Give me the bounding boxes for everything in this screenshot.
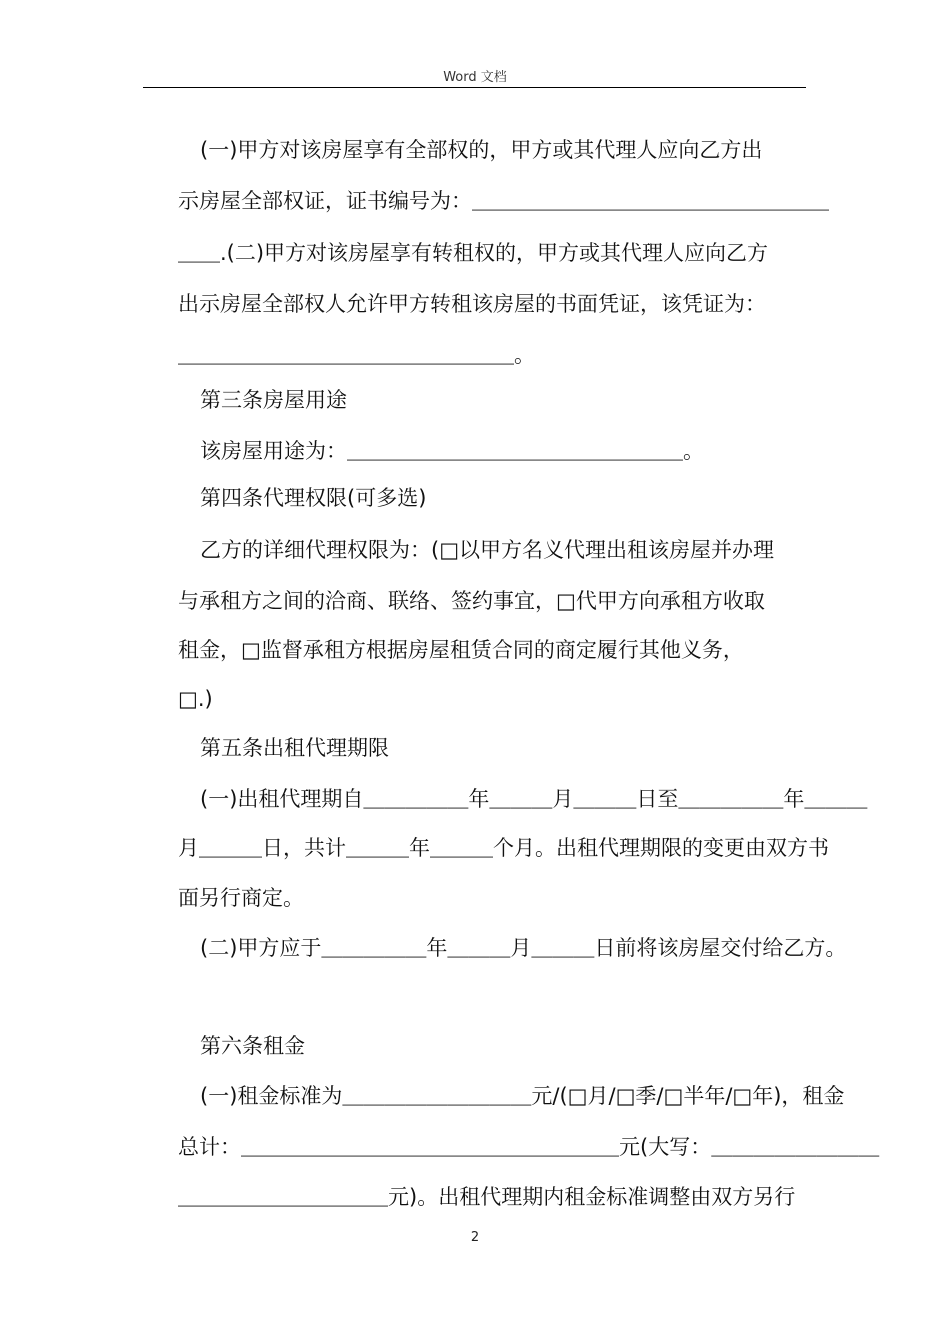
paragraph-line: 出示房屋全部权人允许甲方转租该房屋的书面凭证，该凭证为： (178, 292, 766, 316)
section-heading: 第六条租金 (200, 1034, 305, 1058)
paragraph-line: 租金，□监督承租方根据房屋租赁合同的商定履行其他义务， (178, 638, 744, 662)
paragraph-line: 月＿＿＿日，共计＿＿＿年＿＿＿个月。出租代理期限的变更由双方书 (178, 836, 829, 860)
paragraph-line: □.) (178, 687, 213, 711)
paragraph-line: (一)出租代理期自＿＿＿＿＿年＿＿＿月＿＿＿日至＿＿＿＿＿年＿＿＿ (200, 787, 868, 811)
header-divider (143, 87, 806, 88)
section-heading: 第五条出租代理期限 (200, 736, 389, 760)
paragraph-line: ＿＿＿＿＿＿＿＿＿＿元)。出租代理期内租金标准调整由双方另行 (178, 1185, 796, 1209)
paragraph-line: 面另行商定。 (178, 886, 304, 910)
paragraph-line: 总计：＿＿＿＿＿＿＿＿＿＿＿＿＿＿＿＿＿＿元(大写：＿＿＿＿＿＿＿＿ (178, 1135, 880, 1159)
paragraph-line: (一)租金标准为＿＿＿＿＿＿＿＿＿元/(□月/□季/□半年/□年)，租金 (200, 1084, 845, 1108)
section-heading: 第三条房屋用途 (200, 388, 347, 412)
document-header: Word 文档 (443, 70, 507, 85)
paragraph-line: ＿＿.(二)甲方对该房屋享有转租权的，甲方或其代理人应向乙方 (178, 241, 769, 265)
paragraph-line: 乙方的详细代理权限为：(□以甲方名义代理出租该房屋并办理 (200, 538, 775, 562)
paragraph-line: 与承租方之间的洽商、联络、签约事宜，□代甲方向承租方收取 (178, 589, 765, 613)
page-number: 2 (470, 1230, 480, 1245)
section-heading: 第四条代理权限(可多选) (200, 486, 427, 510)
paragraph-line: ＿＿＿＿＿＿＿＿＿＿＿＿＿＿＿＿。 (178, 343, 535, 367)
paragraph-line: (一)甲方对该房屋享有全部权的，甲方或其代理人应向乙方出 (200, 138, 763, 162)
paragraph-line: 该房屋用途为：＿＿＿＿＿＿＿＿＿＿＿＿＿＿＿＿。 (200, 439, 704, 463)
paragraph-line: 示房屋全部权证，证书编号为：＿＿＿＿＿＿＿＿＿＿＿＿＿＿＿＿＿ (178, 189, 829, 213)
paragraph-line: (二)甲方应于＿＿＿＿＿年＿＿＿月＿＿＿日前将该房屋交付给乙方。 (200, 936, 847, 960)
